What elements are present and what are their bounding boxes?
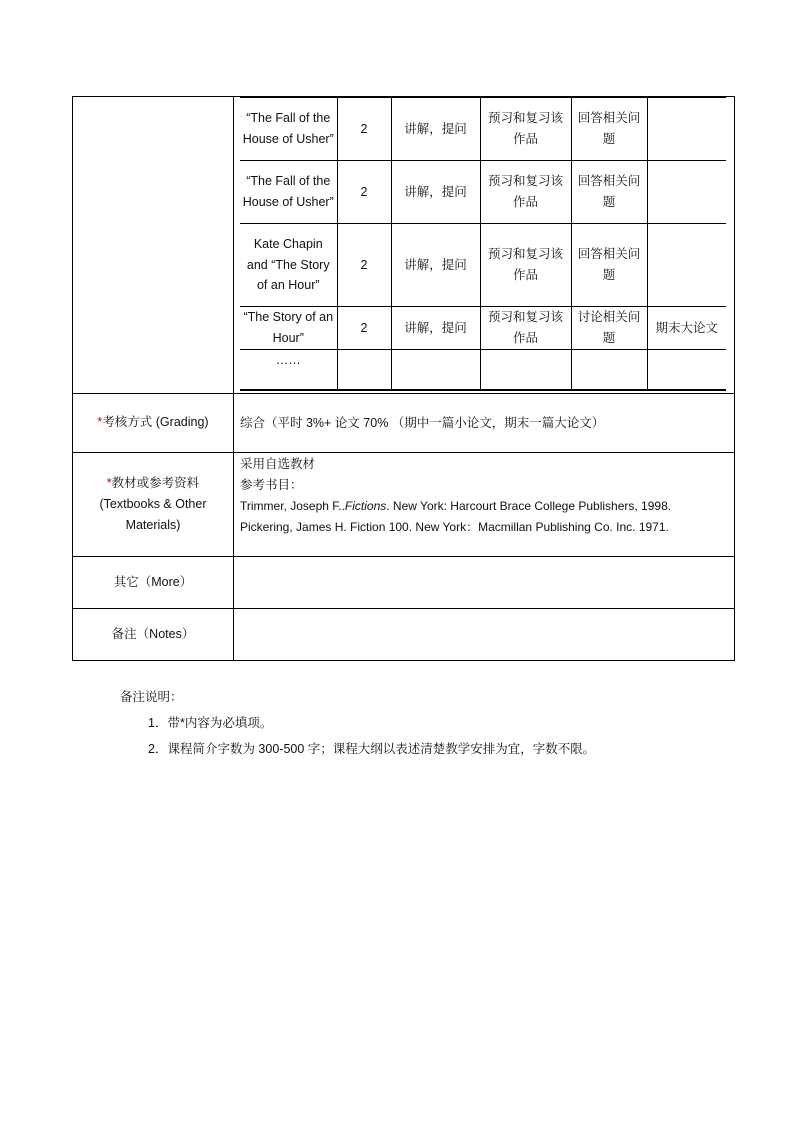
lesson-note — [647, 350, 726, 390]
remarks-value — [234, 608, 735, 660]
lesson-prep: 预习和复习该作品 — [480, 224, 571, 307]
grading-value: 综合（平时 3%+ 论文 70% （期中一篇小论文，期末一篇大论文） — [234, 393, 735, 452]
lesson-method: 讲解，提问 — [391, 98, 480, 161]
lesson-task: 讨论相关问题 — [571, 307, 647, 350]
lesson-task — [571, 350, 647, 390]
lesson-prep: 预习和复习该作品 — [480, 98, 571, 161]
lesson-title: “The Fall of the House of Usher” — [240, 98, 337, 161]
lesson-prep: 预习和复习该作品 — [480, 161, 571, 224]
lesson-hours: 2 — [337, 224, 391, 307]
reference-author: Trimmer, Joseph F.. — [240, 498, 345, 513]
grading-label-text: 考核方式 (Grading) — [102, 415, 209, 429]
lesson-note: 期末大论文 — [647, 307, 726, 350]
footnotes-heading: 备注说明： — [120, 690, 183, 704]
table-row — [240, 350, 726, 390]
required-marker: * — [97, 415, 103, 429]
materials-label — [73, 452, 234, 556]
lesson-hours — [337, 350, 391, 390]
schedule-row — [73, 97, 735, 394]
schedule-label-cell — [73, 97, 234, 394]
lesson-prep — [480, 350, 571, 390]
table-row — [240, 98, 726, 161]
schedule-table — [240, 97, 726, 391]
lesson-method: 讲解，提问 — [391, 161, 480, 224]
grading-row — [73, 393, 735, 452]
materials-label-cn: 教材或参考资料 — [111, 475, 200, 490]
lesson-method: 讲解，提问 — [391, 307, 480, 350]
course-outline-table — [72, 96, 735, 661]
reference-publisher: . New York: Harcourt Brace College Publishers, 1998. — [386, 498, 672, 513]
remarks-row — [73, 608, 735, 660]
more-row — [73, 556, 735, 608]
lesson-task: 回答相关问题 — [571, 98, 647, 161]
reference-item: Pickering, James H. Fiction 100. New York：Macmillan Publishing Co. Inc. 1971. — [240, 519, 669, 534]
footnote-item: 1．带*内容为必填项。 — [148, 716, 273, 730]
lesson-method — [391, 350, 480, 390]
schedule-cell — [234, 97, 735, 394]
table-row — [240, 307, 726, 350]
footnote-item: 2．课程简介字数为 300-500 字；课程大纲以表述清楚教学安排为宜，字数不限。 — [148, 742, 596, 756]
lesson-hours: 2 — [337, 307, 391, 350]
materials-line: 参考书目： — [240, 477, 303, 492]
lesson-note — [647, 224, 726, 307]
more-label: 其它（More） — [73, 556, 234, 608]
lesson-method: 讲解，提问 — [391, 224, 480, 307]
lesson-hours: 2 — [337, 98, 391, 161]
materials-row — [73, 452, 735, 556]
lesson-title: Kate Chapin and “The Story of an Hour” — [240, 224, 337, 307]
lesson-title: “The Story of an Hour” — [240, 307, 337, 350]
reference-title: Fictions — [344, 498, 387, 513]
remarks-label: 备注（Notes） — [73, 608, 234, 660]
lesson-hours: 2 — [337, 161, 391, 224]
table-row — [240, 224, 726, 307]
reference-item — [240, 496, 734, 517]
grading-label — [73, 393, 234, 452]
footnotes — [120, 684, 595, 762]
materials-line: 采用自选教材 — [240, 456, 316, 471]
lesson-note — [647, 98, 726, 161]
more-value — [234, 556, 735, 608]
lesson-title: …… — [240, 350, 337, 390]
lesson-prep: 预习和复习该作品 — [480, 307, 571, 350]
lesson-title: “The Fall of the House of Usher” — [240, 161, 337, 224]
materials-value — [234, 452, 735, 556]
materials-label-en: (Textbooks & Other Materials) — [99, 496, 207, 532]
table-row — [240, 161, 726, 224]
lesson-note — [647, 161, 726, 224]
lesson-task: 回答相关问题 — [571, 224, 647, 307]
lesson-task: 回答相关问题 — [571, 161, 647, 224]
required-marker: * — [106, 475, 112, 490]
